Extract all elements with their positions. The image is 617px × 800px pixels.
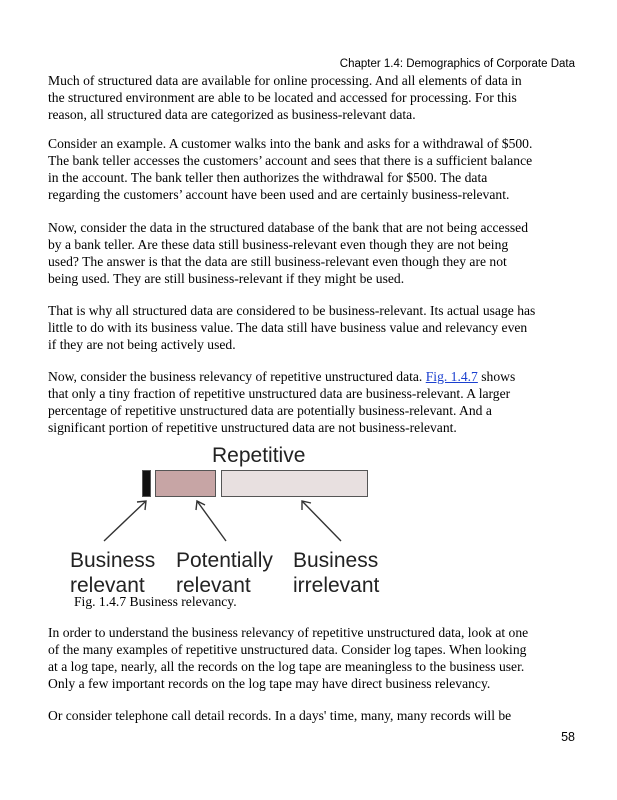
text-line: by a bank teller. Are these data still business-relevant even though they are not being <box>48 237 509 252</box>
business-relevancy-figure <box>60 440 390 616</box>
label-business-irrelevant <box>293 548 379 598</box>
label-line: Potentially <box>176 549 273 572</box>
paragraph-repetitive-relevancy <box>48 368 588 436</box>
paragraph-bank-example <box>48 135 588 203</box>
text-line: being used. They are still business-relevant if they might be used. <box>48 271 405 286</box>
paragraph-log-tapes <box>48 624 588 692</box>
text-line: if they are not being actively used. <box>48 337 236 352</box>
text-line: The bank teller accesses the customers’ account and sees that there is a sufficient balance <box>48 153 533 168</box>
text-line: little to do with its business value. The data still have business value and relevancy even <box>48 320 528 335</box>
text-line: reason, all structured data are categorized as business-relevant data. <box>48 107 416 122</box>
paragraph-unaccessed-data <box>48 219 588 287</box>
text-line: Only a few important records on the log tape may have direct business relevancy. <box>48 676 491 691</box>
paragraph-business-value <box>48 302 588 353</box>
text-line: at a log tape, nearly, all the records on the log tape are meaningless to the business user. <box>48 659 525 674</box>
label-line: irrelevant <box>293 574 380 597</box>
label-potentially-relevant <box>176 548 273 598</box>
label-line: Business <box>293 549 379 572</box>
text-line: that only a tiny fraction of repetitive unstructured data are business-relevant. A larger <box>48 386 511 401</box>
label-line: relevant <box>70 574 145 597</box>
text-line: significant portion of repetitive unstructured data are not business-relevant. <box>48 420 457 435</box>
label-line: Business <box>70 549 156 572</box>
text-line: Now, consider the data in the structured database of the bank that are not being accessed <box>48 220 529 235</box>
text-line: In order to understand the business relevancy of repetitive unstructured data, look at one <box>48 625 529 640</box>
text-line: Consider an example. A customer walks into the bank and asks for a withdrawal of $500. <box>48 136 533 151</box>
figure-title: Repetitive <box>212 444 306 467</box>
text-line: regarding the customers’ account have been used and are certainly business-relevant. <box>48 187 510 202</box>
text-line: used? The answer is that the data are still business-relevant even though they are not <box>48 254 507 269</box>
figure-caption: Fig. 1.4.7 Business relevancy. <box>74 594 237 609</box>
text-fragment: Now, consider the business relevancy of repetitive unstructured data. <box>48 369 426 384</box>
text-line: percentage of repetitive unstructured data are potentially business-relevant. And a <box>48 403 492 418</box>
figure-link[interactable]: Fig. 1.4.7 <box>425 369 478 384</box>
arrow-potential <box>197 501 226 541</box>
text-line: of the many examples of repetitive unstructured data. Consider log tapes. When looking <box>48 642 527 657</box>
page-number: 58 <box>561 730 575 744</box>
label-business-relevant <box>70 548 155 598</box>
chapter-header: Chapter 1.4: Demographics of Corporate Data <box>339 58 575 70</box>
text-line: Much of structured data are available for online processing. And all elements of data in <box>48 73 522 88</box>
text-line: in the account. The bank teller then authorizes the withdrawal for $500. The data <box>48 170 488 185</box>
arrow-business <box>104 501 146 541</box>
text-line: Or consider telephone call detail records. In a days' time, many, many records will be <box>48 708 512 723</box>
text-line: the structured environment are able to be located and accessed for processing. For this <box>48 90 517 105</box>
text-fragment: shows <box>477 369 516 384</box>
paragraph-structured-data <box>48 72 588 123</box>
text-line: That is why all structured data are considered to be business-relevant. Its actual usage has <box>48 303 536 318</box>
text-line <box>48 368 588 385</box>
paragraph-call-records <box>48 707 588 724</box>
label-line: relevant <box>176 574 251 597</box>
arrow-irrelevant <box>302 501 341 541</box>
